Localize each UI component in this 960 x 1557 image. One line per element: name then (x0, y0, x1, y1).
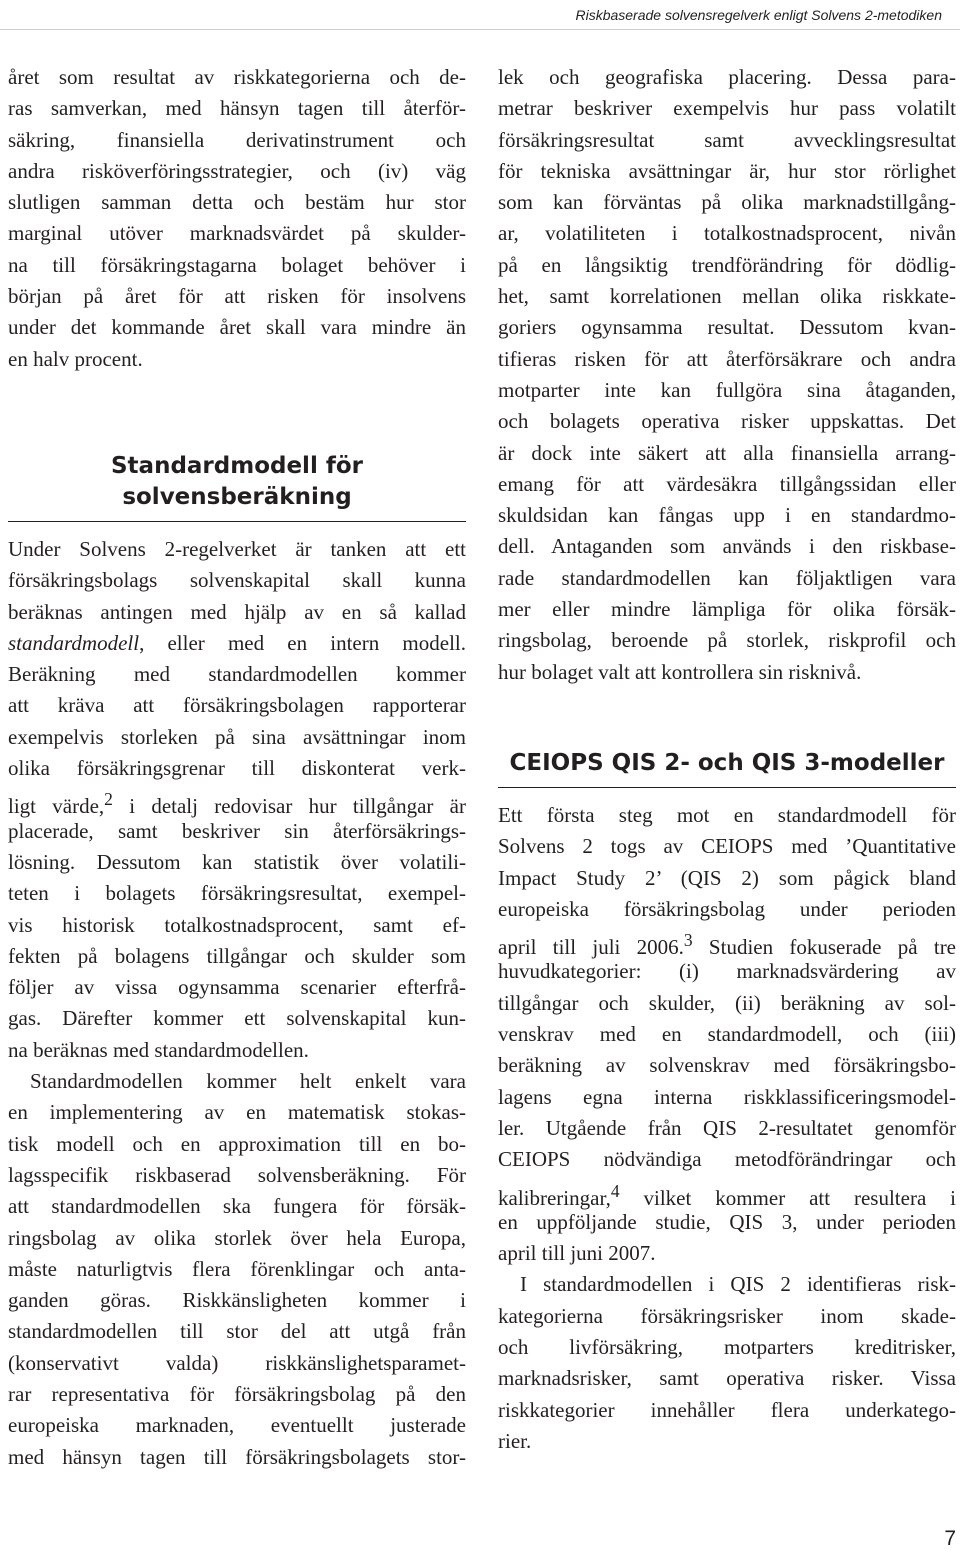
heading-rule (498, 787, 956, 788)
text-line: på en långsiktig trendförändring för dödlig- (498, 252, 956, 277)
text-line: tillgångar och skulder, (ii) beräkning av sol- (498, 990, 956, 1015)
text-line: hur bolaget valt att kontrollera sin risknivå. (498, 659, 862, 684)
ceiops-paragraph-1 (498, 800, 956, 1269)
text-fragment: kalibreringar, (498, 1185, 611, 1210)
text-line: början på året för att risken för insolvens (8, 284, 466, 309)
text-line: Impact Study 2’ (QIS 2) som pågick bland (498, 865, 956, 890)
text-line: europeiska försäkringsbolag under perioden (498, 896, 956, 921)
footnote-marker: 2 (104, 789, 113, 810)
left-column (8, 62, 466, 1473)
standardmodell-paragraph-2 (8, 1066, 466, 1473)
text-line: ringsbolag, beroende på storlek, riskprofil och (498, 628, 956, 653)
text-line: standardmodellen till stor del att utgå från (8, 1319, 466, 1344)
text-line: placerade, samt beskriver sin återförsäkrings- (8, 818, 466, 843)
text-line: måste naturligtvis flera förenklingar och anta- (8, 1256, 466, 1281)
footnote-marker: 3 (683, 930, 693, 951)
text-line: året som resultat av riskkategorierna och de- (8, 65, 466, 89)
text-line: en halv procent. (8, 346, 143, 371)
text-line: vis historisk totalkostnadsprocent, samt ef- (8, 912, 466, 937)
text-line: Ett första steg mot en standardmodell för (498, 802, 956, 827)
text-fragment: ligt värde, (8, 794, 105, 819)
text-line: april till juni 2007. (498, 1241, 656, 1266)
text-line: försäkringsresultat samt avvecklingsresultat (498, 127, 956, 152)
text-line: ganden göras. Riskkänsligheten kommer i (8, 1288, 466, 1313)
intro-paragraph (8, 62, 466, 375)
text-line: en uppföljande studie, QIS 3, under perioden (498, 1209, 956, 1234)
ceiops-paragraph-2 (498, 1269, 956, 1457)
text-line: rade standardmodellen kan följaktligen vara (498, 565, 956, 590)
text-line (498, 925, 957, 960)
text-line: marknadsrisker, samt operativa risker. Vissa (498, 1366, 956, 1391)
text-line: Solvens 2 togs av CEIOPS med ’Quantitative (498, 834, 956, 859)
text-line: för tekniska avsättningar är, hur stor rörlighet (498, 158, 956, 183)
text-line: dell. Antaganden som används i den riskbase- (498, 534, 956, 559)
text-line: som kan förväntas på olika marknadstillgång- (498, 190, 956, 215)
text-line: ras samverkan, med hänsyn tagen till återför- (8, 96, 466, 121)
text-fragment: , eller med en intern modell. (139, 630, 466, 655)
text-line (8, 628, 466, 659)
heading-rule (8, 521, 466, 522)
text-line: mer eller mindre lämpliga för olika försäk- (498, 597, 956, 622)
text-line: na till försäkringstagarna bolaget behöver i (8, 252, 466, 277)
footnote-marker: 4 (610, 1180, 620, 1201)
text-line: under det kommande året skall vara mindre än (8, 315, 466, 340)
text-line: teten i bolagets försäkringsresultat, exempel- (8, 881, 466, 906)
text-line: lösning. Dessutom kan statistik över volatili- (8, 849, 466, 874)
running-header (0, 0, 960, 30)
continued-paragraph (498, 62, 956, 688)
text-line: kategorierna försäkringsrisker inom skade- (498, 1303, 956, 1328)
text-line: rier. (498, 1428, 532, 1453)
text-line (498, 1176, 956, 1210)
page-number: 7 (944, 1527, 956, 1550)
text-fragment: i detalj redovisar hur tillgångar är (112, 794, 466, 819)
right-column (498, 62, 956, 1457)
heading-line: solvensberäkning (122, 483, 352, 510)
text-line: att kräva att försäkringsbolagen rapporterar (8, 693, 466, 718)
text-line: Standardmodellen kommer helt enkelt vara (30, 1069, 466, 1094)
text-line: skuldsidan kan fångas upp i en standardmo- (498, 503, 956, 528)
text-line: olika försäkringsgrenar till diskonterat verk- (8, 756, 466, 781)
text-line: tifieras risken för att återförsäkrare och andra (498, 346, 956, 371)
text-fragment: Studien fokuserade på tre (692, 935, 957, 960)
text-line: het, samt korrelationen mellan olika riskkate- (498, 284, 956, 309)
text-line: en implementering av en matematisk stokas- (8, 1100, 466, 1125)
text-line: lagsspecifik riskbaserad solvensberäkning. För (8, 1162, 466, 1187)
text-line: att standardmodellen ska fungera för försäk- (8, 1194, 466, 1219)
text-line: metrar beskriver exempelvis hur pass volatilt (498, 96, 956, 121)
text-line: gas. Därefter kommer ett solvenskapital kun- (8, 1006, 466, 1031)
text-line: ar, volatiliteten i totalkostnadsprocent, nivån (498, 221, 956, 246)
text-line: (konservativt valda) riskkänslighetsparamet- (8, 1350, 466, 1375)
text-line: fekten på bolagens tillgångar och skulder som (8, 943, 466, 968)
text-line: CEIOPS nödvändiga metodförändringar och (498, 1147, 956, 1172)
text-line: goriers ogynsamma resultat. Dessutom kvan- (498, 315, 956, 340)
text-line: ringsbolag av olika storlek över hela Europa, (8, 1225, 466, 1250)
text-line: Under Solvens 2-regelverket är tanken att ett (8, 536, 466, 561)
text-line: med hänsyn tagen till försäkringsbolagets stor- (8, 1444, 466, 1469)
text-line: tisk modell och en approximation till en bo- (8, 1131, 466, 1156)
text-line: venskrav med en standardmodell, och (iii) (498, 1022, 956, 1047)
text-line: europeiska marknaden, eventuellt justerade (8, 1413, 466, 1438)
text-line: andra risköverföringsstrategier, och (iv) väg (8, 158, 466, 183)
section-heading-standardmodell (8, 451, 466, 522)
heading-line: CEIOPS QIS 2- och QIS 3-modeller (509, 749, 945, 776)
text-line: riskkategorier innehåller flera underkatego- (498, 1397, 956, 1422)
text-line: huvudkategorier: (i) marknadsvärdering av (498, 959, 956, 984)
text-line: beräkning av solvenskrav med försäkringsbo- (498, 1053, 956, 1078)
text-line: och livförsäkring, motparters kreditrisker, (498, 1334, 956, 1359)
text-line: slutligen samman detta och bestäm hur stor (8, 190, 466, 215)
text-line: beräknas antingen med hjälp av en så kallad (8, 599, 466, 624)
heading-line: Standardmodell för (110, 452, 363, 479)
text-line: emang för att värdesäkra tillgångssidan eller (498, 471, 956, 496)
text-line: är dock inte säkert att alla finansiella arrang- (498, 440, 956, 465)
standardmodell-paragraph-1 (8, 534, 466, 1066)
italic-term: standardmodell (8, 630, 140, 655)
text-line: lagens egna interna riskklassificeringsmodel- (498, 1084, 956, 1109)
text-line: försäkringsbolags solvenskapital skall kunna (8, 568, 466, 593)
section-heading-ceiops (498, 748, 956, 788)
text-line: och bolagets operativa risker uppskattas. Det (498, 409, 956, 434)
text-line: lek och geografiska placering. Dessa para- (498, 65, 956, 89)
text-line: ler. Utgående från QIS 2-resultatet genomför (498, 1115, 956, 1140)
text-line: motparter inte kan fullgöra sina åtaganden, (498, 377, 956, 402)
running-title: Riskbaserade solvensregelverk enligt Solvens 2-metodiken (575, 6, 942, 23)
text-line: exempelvis storleken på sina avsättningar inom (8, 724, 466, 749)
text-line (8, 784, 466, 819)
text-fragment: april till juli 2006. (498, 935, 684, 960)
text-line: Beräkning med standardmodellen kommer (8, 662, 466, 687)
text-line: marginal utöver marknadsvärdet på skulder- (8, 221, 466, 246)
text-line: na beräknas med standardmodellen. (8, 1037, 309, 1062)
text-line: rar representativa för försäkringsbolag på den (8, 1381, 466, 1406)
text-fragment: vilket kommer att resultera i (619, 1185, 956, 1210)
text-line: säkring, finansiella derivatinstrument och (8, 127, 466, 152)
text-line: följer av vissa ogynsamma scenarier efterfrå- (8, 975, 466, 1000)
text-line: I standardmodellen i QIS 2 identifieras risk- (520, 1272, 956, 1297)
